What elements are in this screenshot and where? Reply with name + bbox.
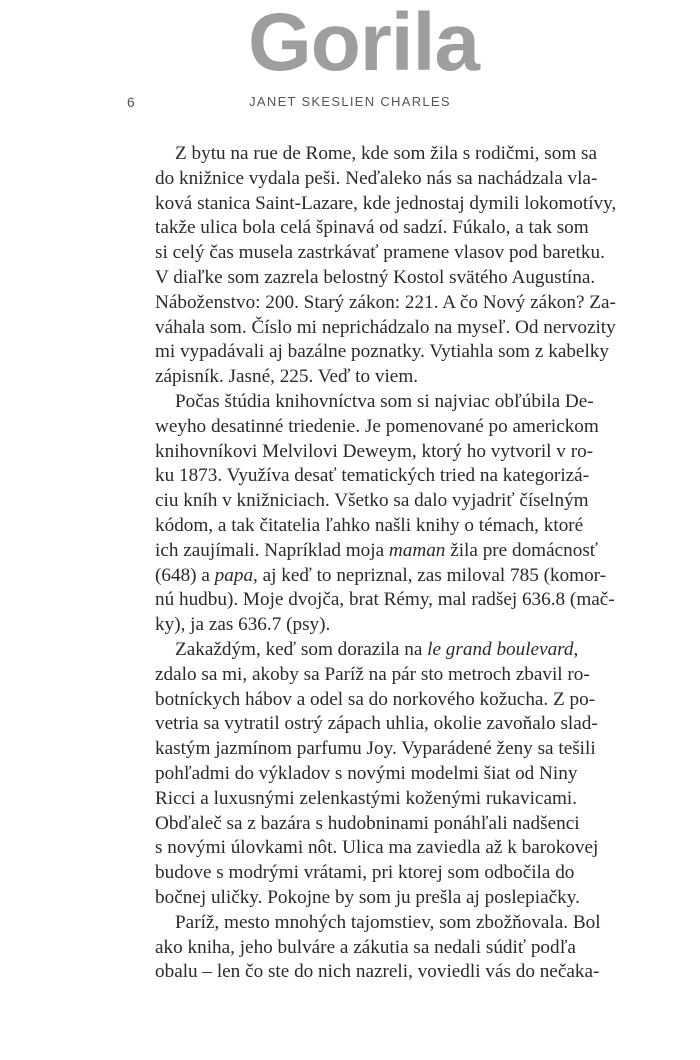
text-segment: ich zaujímali. Napríklad moja: [155, 539, 389, 561]
body-text: [155, 142, 617, 985]
text-line: [155, 762, 578, 787]
text-line: [155, 613, 569, 638]
text-line: [155, 539, 598, 564]
text-line: [155, 514, 584, 539]
text-segment: si celý čas musela zastrkávať pramene vlasov pod baretku.: [155, 242, 605, 264]
text-line: [155, 216, 589, 241]
text-segment: obalu – len čo ste do nich nazreli, voviedli vás do nečaka-: [155, 961, 600, 983]
text-segment: kastým jazmínom parfumu Joy. Vyparádené ženy sa tešili: [155, 738, 596, 760]
italic-text: maman: [388, 539, 446, 561]
text-segment: ku 1873. Využíva desať tematických tried na kategorizá-: [155, 465, 590, 487]
text-line: [155, 737, 596, 762]
text-segment: ako kniha, jeho bulváre a zákutia sa nedali súdiť podľa: [155, 936, 576, 958]
text-line: [155, 266, 596, 291]
italic-text: papa: [214, 564, 254, 586]
text-line: [155, 142, 598, 167]
text-segment: Obďaleč sa z bazára s hudobninami ponáhľali nadšenci: [155, 812, 580, 834]
text-segment: nú hudbu). Moje dvojča, brat Rémy, mal radšej 636.8 (mač-: [155, 589, 615, 611]
text-line: [155, 415, 599, 440]
text-line: [155, 440, 594, 465]
text-segment: Paríž, mesto mnohých tajomstiev, som zbožňovala. Bol: [175, 911, 601, 933]
text-line: [155, 886, 580, 911]
text-line: [155, 365, 569, 390]
italic-text: le grand boulevard: [427, 638, 574, 660]
text-segment: knihovníkovi Melvilovi Deweym, ktorý ho vytvoril v ro-: [155, 440, 594, 462]
running-head: JANET SKESLIEN CHARLES: [249, 94, 451, 109]
text-segment: takže ulica bola celá špinavá od sadzí. Fúkalo, a tak som: [155, 217, 589, 239]
text-segment: weyho desatinné triedenie. Je pomenované po americkom: [155, 415, 599, 437]
text-segment: ,: [573, 638, 579, 660]
text-line: [155, 192, 617, 217]
text-line: [155, 861, 575, 886]
text-segment: V diaľke som zazrela belostný Kostol svätého Augustína.: [155, 266, 596, 288]
text-segment: zápisník. Jasné, 225. Veď to viem.: [155, 366, 419, 388]
text-segment: váhala som. Číslo mi neprichádzalo na myseľ. Od nervozity: [155, 316, 616, 338]
text-line: [155, 812, 580, 837]
text-segment: Ricci a luxusnými zelenkastými koženými rukavicami.: [155, 787, 578, 809]
text-line: [155, 911, 601, 936]
text-line: [155, 712, 598, 737]
text-line: [155, 787, 578, 812]
text-segment: žila pre domácnosť: [445, 539, 598, 561]
text-line: [155, 836, 599, 861]
text-line: [155, 936, 576, 961]
text-segment: mi vypadávali aj bazálne poznatky. Vytiahla som z kabelky: [155, 341, 609, 363]
text-line: [155, 960, 600, 985]
text-segment: ková stanica Saint-Lazare, kde jednostaj dymili lokomotívy,: [155, 192, 617, 214]
text-segment: ky), ja zas 636.7 (psy).: [155, 614, 331, 636]
text-segment: bočnej uličky. Pokojne by som ju prešla aj poslepiačky.: [155, 886, 580, 908]
text-segment: s novými úlovkami nôt. Ulica ma zaviedla až k barokovej: [155, 837, 599, 859]
text-line: [155, 588, 615, 613]
text-line: [155, 464, 590, 489]
text-segment: vetria sa vytratil ostrý zápach uhlia, okolie zavoňalo slad-: [155, 713, 598, 735]
text-line: [155, 688, 596, 713]
text-line: [155, 663, 590, 688]
text-segment: do knižnice vydala peši. Neďaleko nás sa nachádzala vla-: [155, 167, 598, 189]
text-segment: Zakaždým, keď som dorazila na: [175, 638, 428, 660]
text-line: [155, 167, 598, 192]
text-segment: kódom, a tak čitatelia ľahko našli knihy o témach, ktoré: [155, 514, 584, 536]
text-segment: botníckych hábov a odel sa do norkového kožucha. Z po-: [155, 688, 596, 710]
text-segment: zdalo sa mi, akoby sa Paríž na pár sto metroch zbavil ro-: [155, 663, 590, 685]
text-line: [155, 340, 609, 365]
text-line: [155, 638, 579, 663]
text-segment: (648) a: [155, 564, 215, 586]
text-segment: ciu kníh v knižniciach. Všetko sa dalo vyjadriť číselným: [155, 490, 589, 512]
text-segment: Počas štúdia knihovníctva som si najviac obľúbila De-: [175, 390, 594, 412]
text-segment: budove s modrými vrátami, pri ktorej som odbočila do: [155, 862, 575, 884]
watermark-logo: Gorila: [248, 0, 479, 88]
page-number: 6: [127, 94, 135, 110]
text-line: [155, 489, 589, 514]
text-segment: pohľadmi do výkladov s novými modelmi šiat od Niny: [155, 762, 578, 784]
text-line: [155, 390, 594, 415]
text-segment: Náboženstvo: 200. Starý zákon: 221. A čo Nový zákon? Za-: [155, 291, 616, 313]
text-line: [155, 291, 616, 316]
text-segment: , aj keď to nepriznal, zas miloval 785 (komor-: [253, 564, 607, 586]
text-line: [155, 564, 607, 589]
text-line: [155, 316, 616, 341]
text-line: [155, 241, 605, 266]
text-segment: Z bytu na rue de Rome, kde som žila s rodičmi, som sa: [175, 143, 598, 164]
